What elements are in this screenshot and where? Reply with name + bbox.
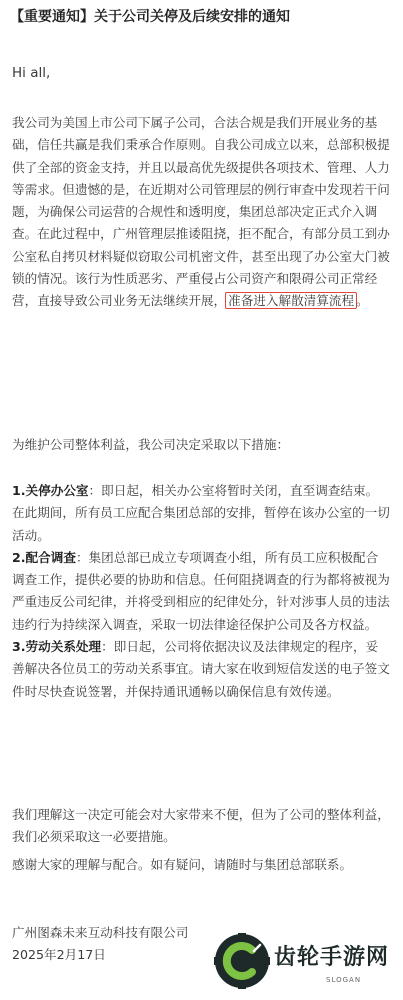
signature-company: 广州图森未来互动科技有限公司 [12, 925, 189, 940]
logo-name: 齿轮手游网 [274, 945, 390, 970]
paragraph-background [12, 112, 390, 313]
measure-item [12, 636, 390, 703]
measure-item [12, 480, 390, 547]
highlighted-dissolution-phrase: 准备进入解散清算流程 [225, 292, 357, 309]
measure-text: ：即日起，公司将依据决议及法律规定的程序，妥善解决各位员工的劳动关系事宜。请大家在收到短信发送的电子签文件时尽快查说签署，并保持通讯通畅以确保信息有效传递。 [12, 639, 390, 699]
measures-list [12, 480, 390, 703]
paragraph-measures-intro: 为维护公司整体利益，我公司决定采取以下措施： [12, 437, 290, 452]
logo-slogan: SLOGAN [326, 976, 362, 984]
notice-title: 【重要通知】关于公司关停及后续安排的通知 [10, 9, 290, 25]
paragraph-background-text: 我公司为美国上市公司下属子公司，合法合规是我们开展业务的基础，信任共赢是我们秉承合作原则。自我公司成立以来，总部积极提供了全部的资金支持，并且以最高优先级提供各项技术、管理、人力等需求。但遗憾的是，在近期对公司管理层的例行审查中发现若干问题，为确保公司运营的合规性和透明度，集团总部决定正式介入调查。在此过程中，广州管理层推诿阻挠，拒不配合，有部分员工到办公室私自拷贝材料疑似窃取公司机密文件，甚至出现了办公室大门被锁的情况。该行为性质恶劣、严重侵占公司资产和限碍公司正常经营，直接导致公司业务无法继续开展， [12, 115, 390, 309]
signature-date: 2025年2月17日 [12, 947, 106, 963]
measure-item [12, 547, 390, 636]
measure-lead: 3.劳动关系处理 [12, 639, 102, 655]
paragraph-apology: 我们理解这一决定可能会对大家带来不便，但为了公司的整体利益，我们必须采取这一必要措施。 [12, 807, 390, 845]
measure-lead: 2.配合调查 [12, 549, 76, 565]
paragraph-thanks: 感谢大家的理解与配合。如有疑问，请随时与集团总部联系。 [12, 857, 353, 872]
measure-text: ：集团总部已成立专项调查小组，所有员工应积极配合调查工作，提供必要的协助和信息。任何阻挠调查的行为都将被视为严重违反公司纪律，并将受到相应的纪律处分，针对涉事人员的违法违约行为持续深入调查，采取一切法律途径保护公司及各方权益。 [12, 549, 390, 632]
site-logo [208, 931, 398, 995]
measure-lead: 1.关停办公室 [12, 483, 89, 498]
gear-c-logo-icon [214, 933, 270, 989]
measure-text: ：即日起，相关办公室将暂时关闭，直至调查结束。在此期间，所有员工应配合集团总部的安排，暂停在该办公室的一切活动。 [12, 483, 390, 543]
greeting: Hi all, [12, 65, 51, 81]
paragraph-background-end: 。 [356, 293, 369, 309]
